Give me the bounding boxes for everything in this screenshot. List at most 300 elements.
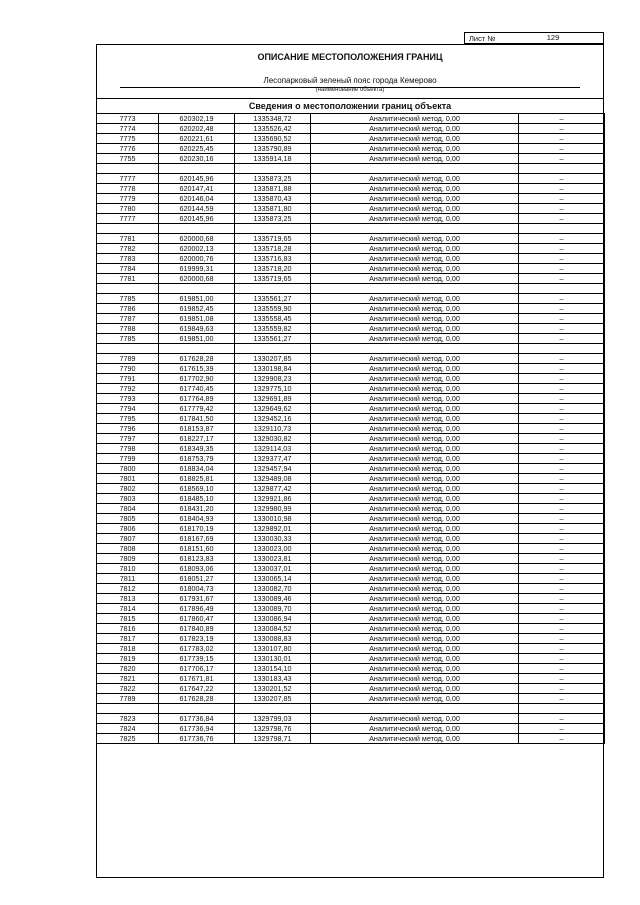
point-number-cell: 7787	[97, 314, 159, 324]
table-row	[97, 274, 605, 284]
point-number-cell	[97, 344, 159, 354]
coord-y-cell: 1335718,20	[235, 264, 311, 274]
table-row	[97, 624, 605, 634]
coord-y-cell: 1335871,80	[235, 204, 311, 214]
error-cell: –	[519, 334, 605, 344]
error-cell: –	[519, 394, 605, 404]
coord-x-cell	[159, 704, 235, 714]
error-cell: –	[519, 614, 605, 624]
method-cell: Аналитический метод, 0,00	[311, 424, 519, 434]
point-number-cell: 7789	[97, 694, 159, 704]
coord-y-cell: 1335348,72	[235, 114, 311, 124]
coord-y-cell: 1330089,46	[235, 594, 311, 604]
method-cell	[311, 344, 519, 354]
coord-y-cell: 1335559,90	[235, 304, 311, 314]
error-cell: –	[519, 174, 605, 184]
error-cell: –	[519, 674, 605, 684]
coord-x-cell: 617860,47	[159, 614, 235, 624]
error-cell	[519, 164, 605, 174]
coord-x-cell: 620000,68	[159, 234, 235, 244]
table-row	[97, 374, 605, 384]
point-number-cell: 7773	[97, 114, 159, 124]
coord-y-cell: 1330088,83	[235, 634, 311, 644]
table-row	[97, 134, 605, 144]
coord-y-cell: 1335873,25	[235, 214, 311, 224]
table-row-spacer	[97, 704, 605, 714]
coord-y-cell: 1330154,10	[235, 664, 311, 674]
table-row	[97, 234, 605, 244]
coord-y-cell: 1335561,27	[235, 334, 311, 344]
coord-x-cell: 618431,20	[159, 504, 235, 514]
table-row	[97, 674, 605, 684]
method-cell: Аналитический метод, 0,00	[311, 324, 519, 334]
point-number-cell: 7804	[97, 504, 159, 514]
table-row	[97, 174, 605, 184]
error-cell: –	[519, 604, 605, 614]
table-row	[97, 414, 605, 424]
error-cell: –	[519, 584, 605, 594]
method-cell: Аналитический метод, 0,00	[311, 174, 519, 184]
object-caption: (наименование объекта)	[315, 87, 385, 93]
error-cell: –	[519, 524, 605, 534]
table-row	[97, 294, 605, 304]
error-cell: –	[519, 634, 605, 644]
table-row	[97, 634, 605, 644]
coord-x-cell: 618569,10	[159, 484, 235, 494]
point-number-cell: 7815	[97, 614, 159, 624]
coord-x-cell: 620145,96	[159, 214, 235, 224]
coord-y-cell: 1330037,01	[235, 564, 311, 574]
method-cell: Аналитический метод, 0,00	[311, 514, 519, 524]
coord-x-cell: 617671,81	[159, 674, 235, 684]
sheet-number-box	[464, 32, 604, 44]
coord-y-cell: 1335561,27	[235, 294, 311, 304]
coord-y-cell	[235, 344, 311, 354]
method-cell: Аналитический метод, 0,00	[311, 314, 519, 324]
coord-x-cell: 617764,89	[159, 394, 235, 404]
point-number-cell: 7798	[97, 444, 159, 454]
point-number-cell: 7782	[97, 244, 159, 254]
coord-x-cell: 618051,27	[159, 574, 235, 584]
coord-x-cell: 617736,94	[159, 724, 235, 734]
table-row	[97, 614, 605, 624]
point-number-cell: 7813	[97, 594, 159, 604]
coord-y-cell: 1330183,43	[235, 674, 311, 684]
coord-y-cell: 1335558,45	[235, 314, 311, 324]
point-number-cell: 7819	[97, 654, 159, 664]
method-cell: Аналитический метод, 0,00	[311, 544, 519, 554]
method-cell: Аналитический метод, 0,00	[311, 204, 519, 214]
point-number-cell: 7821	[97, 674, 159, 684]
error-cell: –	[519, 234, 605, 244]
point-number-cell: 7806	[97, 524, 159, 534]
coord-x-cell: 617783,02	[159, 644, 235, 654]
table-row	[97, 334, 605, 344]
error-cell: –	[519, 714, 605, 724]
method-cell: Аналитический метод, 0,00	[311, 154, 519, 164]
point-number-cell: 7814	[97, 604, 159, 614]
table-row	[97, 504, 605, 514]
coord-x-cell: 617779,42	[159, 404, 235, 414]
method-cell: Аналитический метод, 0,00	[311, 114, 519, 124]
coord-x-cell: 620230,16	[159, 154, 235, 164]
error-cell: –	[519, 724, 605, 734]
point-number-cell: 7755	[97, 154, 159, 164]
coord-x-cell: 620225,45	[159, 144, 235, 154]
method-cell: Аналитический метод, 0,00	[311, 414, 519, 424]
table-row	[97, 394, 605, 404]
coord-y-cell: 1329649,62	[235, 404, 311, 414]
coord-x-cell: 617896,49	[159, 604, 235, 614]
point-number-cell: 7781	[97, 274, 159, 284]
error-cell: –	[519, 414, 605, 424]
error-cell: –	[519, 564, 605, 574]
method-cell: Аналитический метод, 0,00	[311, 454, 519, 464]
table-row	[97, 204, 605, 214]
coord-x-cell: 620002,13	[159, 244, 235, 254]
method-cell: Аналитический метод, 0,00	[311, 674, 519, 684]
coord-y-cell: 1329798,76	[235, 724, 311, 734]
error-cell	[519, 704, 605, 714]
point-number-cell: 7816	[97, 624, 159, 634]
table-row	[97, 154, 605, 164]
method-cell: Аналитический метод, 0,00	[311, 194, 519, 204]
point-number-cell: 7820	[97, 664, 159, 674]
coord-y-cell	[235, 224, 311, 234]
coord-y-cell: 1335873,25	[235, 174, 311, 184]
table-row	[97, 574, 605, 584]
coord-x-cell: 618151,60	[159, 544, 235, 554]
table-row	[97, 214, 605, 224]
error-cell: –	[519, 354, 605, 364]
method-cell: Аналитический метод, 0,00	[311, 684, 519, 694]
coord-x-cell: 620000,76	[159, 254, 235, 264]
method-cell: Аналитический метод, 0,00	[311, 214, 519, 224]
error-cell: –	[519, 514, 605, 524]
table-row	[97, 304, 605, 314]
method-cell: Аналитический метод, 0,00	[311, 254, 519, 264]
coord-x-cell: 620147,41	[159, 184, 235, 194]
coord-y-cell: 1329691,89	[235, 394, 311, 404]
table-row	[97, 654, 605, 664]
table-row	[97, 384, 605, 394]
error-cell: –	[519, 454, 605, 464]
coord-y-cell: 1330089,70	[235, 604, 311, 614]
point-number-cell: 7781	[97, 234, 159, 244]
table-row	[97, 254, 605, 264]
point-number-cell	[97, 284, 159, 294]
error-cell: –	[519, 474, 605, 484]
sheet-number: 129	[513, 33, 593, 44]
coord-y-cell: 1330023,81	[235, 554, 311, 564]
table-row	[97, 514, 605, 524]
coord-y-cell: 1335790,89	[235, 144, 311, 154]
table-row-spacer	[97, 224, 605, 234]
point-number-cell: 7801	[97, 474, 159, 484]
method-cell	[311, 284, 519, 294]
coord-x-cell: 618167,69	[159, 534, 235, 544]
coord-x-cell: 618753,79	[159, 454, 235, 464]
method-cell: Аналитический метод, 0,00	[311, 524, 519, 534]
coord-y-cell: 1330023,00	[235, 544, 311, 554]
error-cell: –	[519, 324, 605, 334]
coord-x-cell: 618349,35	[159, 444, 235, 454]
method-cell: Аналитический метод, 0,00	[311, 294, 519, 304]
method-cell: Аналитический метод, 0,00	[311, 134, 519, 144]
coord-x-cell: 618485,10	[159, 494, 235, 504]
coord-y-cell: 1335690,52	[235, 134, 311, 144]
method-cell: Аналитический метод, 0,00	[311, 184, 519, 194]
point-number-cell: 7808	[97, 544, 159, 554]
coord-x-cell: 617647,22	[159, 684, 235, 694]
method-cell: Аналитический метод, 0,00	[311, 394, 519, 404]
table-row	[97, 404, 605, 414]
point-number-cell: 7791	[97, 374, 159, 384]
coord-y-cell: 1329489,08	[235, 474, 311, 484]
coord-y-cell: 1330207,85	[235, 354, 311, 364]
error-cell: –	[519, 574, 605, 584]
coord-y-cell: 1329030,82	[235, 434, 311, 444]
object-name: Лесопарковый зеленый пояс города Кемерово	[263, 76, 437, 85]
method-cell: Аналитический метод, 0,00	[311, 304, 519, 314]
error-cell: –	[519, 194, 605, 204]
coord-x-cell: 618123,83	[159, 554, 235, 564]
error-cell: –	[519, 654, 605, 664]
point-number-cell: 7811	[97, 574, 159, 584]
error-cell: –	[519, 274, 605, 284]
table-row	[97, 714, 605, 724]
point-number-cell: 7824	[97, 724, 159, 734]
method-cell: Аналитический метод, 0,00	[311, 494, 519, 504]
point-number-cell: 7822	[97, 684, 159, 694]
error-cell: –	[519, 294, 605, 304]
method-cell: Аналитический метод, 0,00	[311, 274, 519, 284]
method-cell: Аналитический метод, 0,00	[311, 264, 519, 274]
error-cell: –	[519, 424, 605, 434]
coord-x-cell: 617628,28	[159, 694, 235, 704]
section-title: Сведения о местоположении границ объекта	[248, 101, 452, 111]
method-cell: Аналитический метод, 0,00	[311, 354, 519, 364]
point-number-cell: 7796	[97, 424, 159, 434]
point-number-cell	[97, 704, 159, 714]
table-row	[97, 324, 605, 334]
table-row	[97, 694, 605, 704]
method-cell: Аналитический метод, 0,00	[311, 124, 519, 134]
point-number-cell: 7790	[97, 364, 159, 374]
coord-x-cell: 617628,28	[159, 354, 235, 364]
table-row	[97, 354, 605, 364]
error-cell: –	[519, 364, 605, 374]
method-cell: Аналитический метод, 0,00	[311, 604, 519, 614]
method-cell: Аналитический метод, 0,00	[311, 584, 519, 594]
table-row	[97, 444, 605, 454]
coord-y-cell: 1329798,71	[235, 734, 311, 744]
table-row	[97, 554, 605, 564]
error-cell: –	[519, 624, 605, 634]
point-number-cell: 7807	[97, 534, 159, 544]
coord-x-cell: 617823,19	[159, 634, 235, 644]
coord-y-cell: 1329799,03	[235, 714, 311, 724]
coord-x-cell: 620302,19	[159, 114, 235, 124]
coord-y-cell: 1330065,14	[235, 574, 311, 584]
method-cell	[311, 704, 519, 714]
coord-x-cell: 617615,39	[159, 364, 235, 374]
error-cell: –	[519, 464, 605, 474]
point-number-cell: 7784	[97, 264, 159, 274]
coord-x-cell: 617706,17	[159, 664, 235, 674]
table-row	[97, 494, 605, 504]
method-cell: Аналитический метод, 0,00	[311, 554, 519, 564]
point-number-cell: 7785	[97, 334, 159, 344]
point-number-cell: 7777	[97, 214, 159, 224]
error-cell: –	[519, 694, 605, 704]
point-number-cell: 7800	[97, 464, 159, 474]
error-cell: –	[519, 144, 605, 154]
table-row	[97, 464, 605, 474]
table-row	[97, 264, 605, 274]
method-cell: Аналитический метод, 0,00	[311, 244, 519, 254]
error-cell: –	[519, 374, 605, 384]
method-cell: Аналитический метод, 0,00	[311, 614, 519, 624]
coord-x-cell: 620146,04	[159, 194, 235, 204]
coord-x-cell: 620000,68	[159, 274, 235, 284]
method-cell: Аналитический метод, 0,00	[311, 694, 519, 704]
point-number-cell: 7825	[97, 734, 159, 744]
point-number-cell: 7788	[97, 324, 159, 334]
error-cell	[519, 344, 605, 354]
point-number-cell: 7797	[97, 434, 159, 444]
error-cell: –	[519, 484, 605, 494]
point-number-cell: 7793	[97, 394, 159, 404]
coord-y-cell: 1330201,52	[235, 684, 311, 694]
coord-y-cell: 1329775,10	[235, 384, 311, 394]
coord-x-cell: 620144,59	[159, 204, 235, 214]
coord-y-cell: 1330084,52	[235, 624, 311, 634]
error-cell: –	[519, 384, 605, 394]
point-number-cell: 7794	[97, 404, 159, 414]
coord-x-cell: 619851,00	[159, 294, 235, 304]
method-cell: Аналитический метод, 0,00	[311, 374, 519, 384]
error-cell: –	[519, 504, 605, 514]
point-number-cell: 7818	[97, 644, 159, 654]
table-row-spacer	[97, 164, 605, 174]
point-number-cell: 7795	[97, 414, 159, 424]
method-cell: Аналитический метод, 0,00	[311, 334, 519, 344]
coord-y-cell: 1335526,42	[235, 124, 311, 134]
point-number-cell: 7823	[97, 714, 159, 724]
error-cell: –	[519, 204, 605, 214]
coord-x-cell: 617739,15	[159, 654, 235, 664]
point-number-cell: 7779	[97, 194, 159, 204]
error-cell: –	[519, 124, 605, 134]
coord-x-cell: 620145,96	[159, 174, 235, 184]
method-cell: Аналитический метод, 0,00	[311, 434, 519, 444]
method-cell: Аналитический метод, 0,00	[311, 504, 519, 514]
table-row	[97, 184, 605, 194]
coord-x-cell: 617841,50	[159, 414, 235, 424]
point-number-cell: 7799	[97, 454, 159, 464]
method-cell: Аналитический метод, 0,00	[311, 534, 519, 544]
coord-x-cell: 618004,73	[159, 584, 235, 594]
point-number-cell: 7805	[97, 514, 159, 524]
coord-x-cell: 617740,45	[159, 384, 235, 394]
table-row	[97, 244, 605, 254]
coord-y-cell	[235, 284, 311, 294]
coord-y-cell: 1330207,85	[235, 694, 311, 704]
coord-y-cell: 1330086,94	[235, 614, 311, 624]
error-cell: –	[519, 684, 605, 694]
coord-x-cell: 618093,06	[159, 564, 235, 574]
coord-x-cell: 618227,17	[159, 434, 235, 444]
coord-x-cell: 618825,81	[159, 474, 235, 484]
point-number-cell: 7789	[97, 354, 159, 364]
point-number-cell: 7817	[97, 634, 159, 644]
point-number-cell: 7774	[97, 124, 159, 134]
method-cell: Аналитический метод, 0,00	[311, 444, 519, 454]
point-number-cell	[97, 224, 159, 234]
method-cell: Аналитический метод, 0,00	[311, 574, 519, 584]
coord-x-cell: 620202,48	[159, 124, 235, 134]
error-cell: –	[519, 544, 605, 554]
table-row	[97, 474, 605, 484]
coord-y-cell: 1329452,16	[235, 414, 311, 424]
method-cell: Аналитический метод, 0,00	[311, 594, 519, 604]
coord-x-cell: 619999,31	[159, 264, 235, 274]
coord-y-cell: 1335870,43	[235, 194, 311, 204]
coord-y-cell: 1330010,98	[235, 514, 311, 524]
point-number-cell: 7785	[97, 294, 159, 304]
coord-x-cell: 617736,76	[159, 734, 235, 744]
table-row	[97, 724, 605, 734]
coord-x-cell	[159, 164, 235, 174]
point-number-cell: 7777	[97, 174, 159, 184]
point-number-cell: 7780	[97, 204, 159, 214]
error-cell: –	[519, 554, 605, 564]
method-cell: Аналитический метод, 0,00	[311, 714, 519, 724]
error-cell: –	[519, 254, 605, 264]
coord-x-cell: 618170,19	[159, 524, 235, 534]
point-number-cell: 7810	[97, 564, 159, 574]
method-cell: Аналитический метод, 0,00	[311, 464, 519, 474]
error-cell: –	[519, 314, 605, 324]
table-row	[97, 434, 605, 444]
coord-x-cell: 620221,61	[159, 134, 235, 144]
table-row	[97, 684, 605, 694]
coord-x-cell: 619852,45	[159, 304, 235, 314]
coord-x-cell: 619851,00	[159, 334, 235, 344]
table-row	[97, 314, 605, 324]
coord-x-cell: 617840,89	[159, 624, 235, 634]
method-cell: Аналитический метод, 0,00	[311, 654, 519, 664]
coord-y-cell: 1330107,80	[235, 644, 311, 654]
coord-x-cell: 617736,84	[159, 714, 235, 724]
table-row	[97, 144, 605, 154]
coord-y-cell: 1330030,33	[235, 534, 311, 544]
error-cell: –	[519, 664, 605, 674]
point-number-cell: 7786	[97, 304, 159, 314]
coord-x-cell: 617931,67	[159, 594, 235, 604]
table-row-spacer	[97, 344, 605, 354]
method-cell: Аналитический метод, 0,00	[311, 404, 519, 414]
method-cell: Аналитический метод, 0,00	[311, 144, 519, 154]
coordinates-table	[96, 113, 605, 744]
coord-y-cell: 1329877,42	[235, 484, 311, 494]
point-number-cell: 7809	[97, 554, 159, 564]
error-cell: –	[519, 444, 605, 454]
table-row	[97, 584, 605, 594]
table-row	[97, 664, 605, 674]
coord-x-cell: 618834,04	[159, 464, 235, 474]
